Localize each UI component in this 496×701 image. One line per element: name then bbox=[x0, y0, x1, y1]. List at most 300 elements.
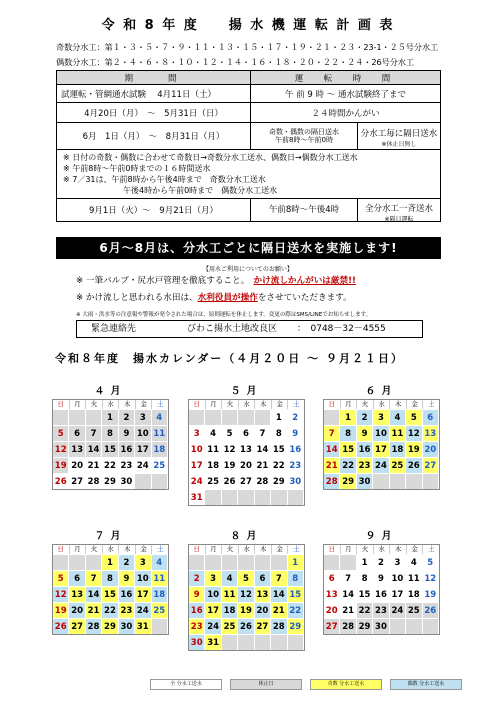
row-period-2: 6月 1日（月） ～ 8月31日（月） bbox=[57, 123, 251, 150]
day-cell: 24 bbox=[135, 602, 151, 618]
day-cell: 4 bbox=[222, 570, 238, 586]
legend-item: 奇数 分水工送水 bbox=[310, 679, 382, 690]
day-cell: 18 bbox=[406, 586, 422, 602]
day-cell: 1 bbox=[340, 409, 356, 425]
day-cell: 8 bbox=[357, 570, 373, 586]
day-cell: 12 bbox=[222, 441, 238, 457]
day-cell: 6 bbox=[324, 570, 340, 586]
weekday-label: 日 bbox=[189, 545, 206, 554]
day-cell: 15 bbox=[340, 441, 356, 457]
day-cell: 29 bbox=[288, 618, 304, 634]
empty-cell bbox=[271, 554, 287, 570]
day-cell: 18 bbox=[152, 441, 168, 457]
month-name: ８月 bbox=[230, 531, 263, 542]
day-cell: 10 bbox=[189, 441, 205, 457]
day-cell: 17 bbox=[373, 441, 389, 457]
empty-cell bbox=[373, 473, 389, 489]
day-cell: 28 bbox=[271, 618, 287, 634]
day-cell: 9 bbox=[357, 425, 373, 441]
month-7 bbox=[52, 530, 169, 635]
day-cell: 29 bbox=[102, 473, 118, 489]
day-cell: 10 bbox=[390, 570, 406, 586]
day-cell: 2 bbox=[189, 570, 205, 586]
weekday-label: 木 bbox=[390, 400, 407, 409]
empty-cell bbox=[205, 489, 221, 505]
day-cell: 23 bbox=[373, 602, 389, 618]
empty-cell bbox=[53, 409, 69, 425]
weekday-label: 日 bbox=[324, 545, 341, 554]
day-cell: 19 bbox=[53, 602, 69, 618]
empty-cell bbox=[288, 634, 304, 650]
row-period-3: 9月1日（火）～ 9月21日（月） bbox=[57, 199, 251, 222]
schedule-table: 期 間 運 転 時 間 試運転・管網通水試験 4月11日（土） 午 前 9 時 ～ 通水試験終了まで 4月20日（月） ～ 5月31日（日） ２４時間かんがい 6月 1日（月） ～ 8月31日（月） 奇数・偶数の隔日送水 午前8時～午前0時 分水工毎に隔日送水 ※休止日無し ※ 日付の奇数・偶数に合わせて奇数日→奇数分水工送水、偶数日→偶数分水工送水 ※ 午前8時～午前0時までの１６時間送水 ※ 7／31は、午前8時から午後4時まで 奇数分水工送水 午後4時から午前0時まで 偶数分水工送水 9月1日（火）～ 9月21日（月） 午前8時～午後4時 全分水工一斉送水 ※隔日運転 bbox=[56, 70, 441, 222]
day-cell: 30 bbox=[189, 634, 205, 650]
day-cell: 31 bbox=[205, 634, 221, 650]
day-cell: 22 bbox=[357, 602, 373, 618]
day-cell: 19 bbox=[238, 602, 254, 618]
day-cell: 30 bbox=[373, 618, 389, 634]
day-cell: 27 bbox=[69, 618, 85, 634]
day-cell: 22 bbox=[340, 457, 356, 473]
day-cell: 17 bbox=[390, 586, 406, 602]
weekday-label: 木 bbox=[255, 400, 272, 409]
weekday-label: 金 bbox=[136, 400, 153, 409]
row-period-1: 4月20日（月） ～ 5月31日（日） bbox=[57, 103, 251, 123]
weekday-label: 火 bbox=[222, 400, 239, 409]
weekday-label: 土 bbox=[293, 400, 300, 408]
day-cell: 9 bbox=[288, 425, 304, 441]
day-cell: 4 bbox=[152, 554, 168, 570]
empty-cell bbox=[340, 554, 356, 570]
empty-cell bbox=[238, 634, 254, 650]
row-time-1: ２４時間かんがい bbox=[251, 103, 441, 123]
weekday-label: 金 bbox=[272, 400, 289, 409]
weekday-label: 月 bbox=[341, 545, 358, 554]
day-cell: 5 bbox=[406, 409, 422, 425]
row-trial-time: 午 前 9 時 ～ 通水試験終了まで bbox=[251, 85, 441, 103]
day-cell: 10 bbox=[205, 586, 221, 602]
empty-cell bbox=[222, 634, 238, 650]
day-cell: 20 bbox=[69, 602, 85, 618]
day-cell: 2 bbox=[373, 554, 389, 570]
day-cell: 30 bbox=[357, 473, 373, 489]
weekday-label: 水 bbox=[239, 545, 256, 554]
day-cell: 25 bbox=[390, 457, 406, 473]
day-cell: 2 bbox=[119, 554, 135, 570]
day-cell: 26 bbox=[53, 473, 69, 489]
weekday-label: 月 bbox=[70, 545, 87, 554]
day-cell: 18 bbox=[205, 457, 221, 473]
weekday-label: 土 bbox=[428, 545, 435, 553]
empty-cell bbox=[238, 409, 254, 425]
day-cell: 28 bbox=[340, 618, 356, 634]
day-cell: 15 bbox=[102, 441, 118, 457]
empty-cell bbox=[135, 473, 151, 489]
legend-item: 休止日 bbox=[230, 679, 302, 690]
day-cell: 1 bbox=[288, 554, 304, 570]
day-cell: 26 bbox=[238, 618, 254, 634]
weekday-label: 火 bbox=[86, 400, 103, 409]
day-cell: 14 bbox=[255, 441, 271, 457]
day-cell: 12 bbox=[53, 441, 69, 457]
day-cell: 21 bbox=[340, 602, 356, 618]
notice-heading: 【用水ご利用についてのお願い】 bbox=[203, 266, 293, 273]
empty-cell bbox=[390, 618, 406, 634]
day-cell: 28 bbox=[86, 473, 102, 489]
empty-cell bbox=[255, 489, 271, 505]
weekday-label: 月 bbox=[341, 400, 358, 409]
empty-cell bbox=[423, 618, 439, 634]
day-cell: 30 bbox=[119, 618, 135, 634]
day-cell: 25 bbox=[152, 457, 168, 473]
day-cell: 1 bbox=[102, 554, 118, 570]
day-cell: 4 bbox=[152, 409, 168, 425]
day-cell: 11 bbox=[152, 570, 168, 586]
day-cell: 11 bbox=[152, 425, 168, 441]
day-cell: 13 bbox=[255, 586, 271, 602]
day-cell: 18 bbox=[222, 602, 238, 618]
day-cell: 21 bbox=[86, 457, 102, 473]
day-cell: 30 bbox=[288, 473, 304, 489]
day-cell: 18 bbox=[390, 441, 406, 457]
day-cell: 2 bbox=[288, 409, 304, 425]
weekday-label: 金 bbox=[407, 545, 424, 554]
day-cell: 8 bbox=[102, 425, 118, 441]
legend-item: 偶数 分水工送水 bbox=[390, 679, 462, 690]
day-cell: 14 bbox=[86, 586, 102, 602]
day-cell: 29 bbox=[271, 473, 287, 489]
day-cell: 8 bbox=[340, 425, 356, 441]
day-cell: 21 bbox=[86, 602, 102, 618]
day-cell: 25 bbox=[406, 602, 422, 618]
weekday-label: 日 bbox=[53, 400, 70, 409]
legend-item: 全 分水工送水 bbox=[150, 679, 222, 690]
day-cell: 20 bbox=[423, 441, 439, 457]
notice-fineprint: ※ 大雨・洪水等の注意報や警報が発令された場合は、原則運転を休止します。変更の際はSMS/LINEでお知らせします。 bbox=[76, 312, 372, 318]
day-cell: 28 bbox=[86, 618, 102, 634]
day-cell: 23 bbox=[119, 602, 135, 618]
day-cell: 8 bbox=[288, 570, 304, 586]
empty-cell bbox=[86, 409, 102, 425]
day-cell: 29 bbox=[340, 473, 356, 489]
day-cell: 1 bbox=[357, 554, 373, 570]
empty-cell bbox=[86, 554, 102, 570]
day-cell: 19 bbox=[406, 441, 422, 457]
day-cell: 27 bbox=[423, 457, 439, 473]
day-cell: 9 bbox=[119, 570, 135, 586]
day-cell: 20 bbox=[238, 457, 254, 473]
day-cell: 23 bbox=[288, 457, 304, 473]
day-cell: 31 bbox=[189, 489, 205, 505]
day-cell: 16 bbox=[373, 586, 389, 602]
day-cell: 14 bbox=[86, 441, 102, 457]
empty-cell bbox=[406, 473, 422, 489]
day-cell: 4 bbox=[390, 409, 406, 425]
day-cell: 20 bbox=[69, 457, 85, 473]
month-name: ７月 bbox=[94, 531, 127, 542]
emergency-contact: 緊急連絡先 びわこ揚水土地改良区 ： 0748－32－4555 bbox=[76, 320, 423, 338]
day-cell: 3 bbox=[373, 409, 389, 425]
day-cell: 3 bbox=[135, 409, 151, 425]
day-cell: 26 bbox=[406, 457, 422, 473]
day-cell: 15 bbox=[288, 586, 304, 602]
month-5 bbox=[188, 385, 305, 506]
day-cell: 10 bbox=[135, 425, 151, 441]
day-cell: 27 bbox=[69, 473, 85, 489]
day-cell: 11 bbox=[390, 425, 406, 441]
day-cell: 9 bbox=[119, 425, 135, 441]
empty-cell bbox=[288, 489, 304, 505]
day-cell: 10 bbox=[373, 425, 389, 441]
weekday-label: 金 bbox=[407, 400, 424, 409]
empty-cell bbox=[189, 409, 205, 425]
month-name: ５月 bbox=[230, 386, 263, 397]
day-cell: 13 bbox=[238, 441, 254, 457]
day-cell: 21 bbox=[271, 602, 287, 618]
day-cell: 7 bbox=[340, 570, 356, 586]
day-cell: 19 bbox=[222, 457, 238, 473]
odd-zones: 奇数分水工：第１・３・５・７・９・１１・１３・１５・１７・１９・２１・２３・23-1・２５号分水工 bbox=[56, 42, 439, 52]
day-cell: 12 bbox=[406, 425, 422, 441]
day-cell: 13 bbox=[69, 441, 85, 457]
day-cell: 14 bbox=[324, 441, 340, 457]
weekday-label: 木 bbox=[119, 400, 136, 409]
day-cell: 15 bbox=[357, 586, 373, 602]
empty-cell bbox=[152, 618, 168, 634]
month-8 bbox=[188, 530, 305, 651]
day-cell: 12 bbox=[238, 586, 254, 602]
day-cell: 3 bbox=[189, 425, 205, 441]
empty-cell bbox=[390, 473, 406, 489]
day-cell: 22 bbox=[102, 602, 118, 618]
day-cell: 5 bbox=[423, 554, 439, 570]
even-zones: 偶数分水工：第２・４・６・８・１０・１２・１４・１６・１８・２０・２２・２４・26号分水工 bbox=[56, 57, 414, 67]
day-cell: 26 bbox=[53, 618, 69, 634]
weekday-label: 水 bbox=[103, 400, 120, 409]
empty-cell bbox=[222, 489, 238, 505]
day-cell: 4 bbox=[406, 554, 422, 570]
empty-cell bbox=[152, 473, 168, 489]
month-4 bbox=[52, 385, 169, 490]
month-name: ９月 bbox=[365, 531, 398, 542]
day-cell: 5 bbox=[238, 570, 254, 586]
day-cell: 2 bbox=[357, 409, 373, 425]
day-cell: 25 bbox=[152, 602, 168, 618]
empty-cell bbox=[324, 409, 340, 425]
day-cell: 26 bbox=[222, 473, 238, 489]
weekday-label: 水 bbox=[374, 545, 391, 554]
weekday-label: 火 bbox=[222, 545, 239, 554]
day-cell: 5 bbox=[222, 425, 238, 441]
day-cell: 16 bbox=[288, 441, 304, 457]
day-cell: 31 bbox=[135, 618, 151, 634]
empty-cell bbox=[53, 554, 69, 570]
day-cell: 5 bbox=[53, 425, 69, 441]
schedule-notes: ※ 日付の奇数・偶数に合わせて奇数日→奇数分水工送水、偶数日→偶数分水工送水 ※ 午前8時～午前0時までの１６時間送水 ※ 7／31は、午前8時から午後4時まで 奇数分水工送水 午後4時から午前0時まで 偶数分水工送水 bbox=[57, 150, 441, 199]
day-cell: 16 bbox=[119, 586, 135, 602]
month-name: ４月 bbox=[94, 386, 127, 397]
day-cell: 12 bbox=[53, 586, 69, 602]
header-time: 運 転 時 間 bbox=[251, 71, 441, 85]
day-cell: 22 bbox=[288, 602, 304, 618]
day-cell: 7 bbox=[86, 425, 102, 441]
weekday-label: 木 bbox=[119, 545, 136, 554]
empty-cell bbox=[238, 554, 254, 570]
day-cell: 16 bbox=[119, 441, 135, 457]
day-cell: 6 bbox=[238, 425, 254, 441]
day-cell: 24 bbox=[373, 457, 389, 473]
day-cell: 24 bbox=[189, 473, 205, 489]
weekday-label: 日 bbox=[324, 400, 341, 409]
notice-line-2: ※ かけ流しと思われる水田は、水利役員が操作をさせていただきます。 bbox=[76, 293, 352, 303]
day-cell: 7 bbox=[255, 425, 271, 441]
weekday-label: 水 bbox=[374, 400, 391, 409]
weekday-label: 火 bbox=[357, 400, 374, 409]
empty-cell bbox=[255, 409, 271, 425]
day-cell: 9 bbox=[189, 586, 205, 602]
day-cell: 22 bbox=[102, 457, 118, 473]
day-cell: 25 bbox=[222, 618, 238, 634]
day-cell: 14 bbox=[271, 586, 287, 602]
day-cell: 15 bbox=[102, 586, 118, 602]
weekday-label: 金 bbox=[272, 545, 289, 554]
day-cell: 7 bbox=[271, 570, 287, 586]
day-cell: 10 bbox=[135, 570, 151, 586]
weekday-label: 月 bbox=[206, 400, 223, 409]
day-cell: 14 bbox=[340, 586, 356, 602]
month-9 bbox=[323, 530, 440, 635]
day-cell: 12 bbox=[423, 570, 439, 586]
day-cell: 13 bbox=[324, 586, 340, 602]
weekday-label: 日 bbox=[53, 545, 70, 554]
day-cell: 13 bbox=[423, 425, 439, 441]
day-cell: 18 bbox=[152, 586, 168, 602]
empty-cell bbox=[255, 634, 271, 650]
weekday-label: 木 bbox=[390, 545, 407, 554]
day-cell: 5 bbox=[53, 570, 69, 586]
weekday-label: 火 bbox=[86, 545, 103, 554]
day-cell: 28 bbox=[324, 473, 340, 489]
day-cell: 23 bbox=[189, 618, 205, 634]
empty-cell bbox=[189, 554, 205, 570]
weekday-label: 土 bbox=[293, 545, 300, 553]
day-cell: 24 bbox=[390, 602, 406, 618]
day-cell: 16 bbox=[357, 441, 373, 457]
day-cell: 7 bbox=[324, 425, 340, 441]
empty-cell bbox=[324, 554, 340, 570]
day-cell: 16 bbox=[189, 602, 205, 618]
empty-cell bbox=[205, 409, 221, 425]
day-cell: 17 bbox=[135, 586, 151, 602]
day-cell: 17 bbox=[205, 602, 221, 618]
month-name: ６月 bbox=[365, 386, 398, 397]
empty-cell bbox=[406, 618, 422, 634]
day-cell: 3 bbox=[390, 554, 406, 570]
weekday-label: 日 bbox=[189, 400, 206, 409]
day-cell: 13 bbox=[69, 586, 85, 602]
day-cell: 6 bbox=[69, 570, 85, 586]
day-cell: 2 bbox=[119, 409, 135, 425]
empty-cell bbox=[222, 554, 238, 570]
day-cell: 29 bbox=[102, 618, 118, 634]
day-cell: 27 bbox=[255, 618, 271, 634]
day-cell: 20 bbox=[324, 602, 340, 618]
empty-cell bbox=[222, 409, 238, 425]
day-cell: 24 bbox=[135, 457, 151, 473]
empty-cell bbox=[238, 489, 254, 505]
day-cell: 11 bbox=[406, 570, 422, 586]
day-cell: 27 bbox=[238, 473, 254, 489]
day-cell: 19 bbox=[53, 457, 69, 473]
weekday-label: 水 bbox=[103, 545, 120, 554]
weekday-label: 月 bbox=[206, 545, 223, 554]
day-cell: 6 bbox=[423, 409, 439, 425]
day-cell: 1 bbox=[271, 409, 287, 425]
day-cell: 6 bbox=[69, 425, 85, 441]
weekday-label: 土 bbox=[428, 400, 435, 408]
day-cell: 8 bbox=[102, 570, 118, 586]
day-cell: 8 bbox=[271, 425, 287, 441]
day-cell: 1 bbox=[102, 409, 118, 425]
empty-cell bbox=[69, 554, 85, 570]
day-cell: 3 bbox=[205, 570, 221, 586]
weekday-label: 木 bbox=[255, 545, 272, 554]
day-cell: 21 bbox=[255, 457, 271, 473]
day-cell: 24 bbox=[205, 618, 221, 634]
day-cell: 23 bbox=[357, 457, 373, 473]
day-cell: 11 bbox=[205, 441, 221, 457]
day-cell: 25 bbox=[205, 473, 221, 489]
day-cell: 6 bbox=[255, 570, 271, 586]
weekday-label: 月 bbox=[70, 400, 87, 409]
empty-cell bbox=[255, 554, 271, 570]
day-cell: 4 bbox=[205, 425, 221, 441]
day-cell: 23 bbox=[119, 457, 135, 473]
empty-cell bbox=[205, 554, 221, 570]
month-6 bbox=[323, 385, 440, 490]
empty-cell bbox=[271, 489, 287, 505]
empty-cell bbox=[271, 634, 287, 650]
day-cell: 21 bbox=[324, 457, 340, 473]
day-cell: 17 bbox=[189, 457, 205, 473]
weekday-label: 火 bbox=[357, 545, 374, 554]
day-cell: 29 bbox=[357, 618, 373, 634]
row-trial: 試運転・管網通水試験 4月11日（土） bbox=[57, 85, 251, 103]
weekday-label: 土 bbox=[157, 545, 164, 553]
calendar-title: 令和８年度 揚水カレンダー（４月２０日 ～ ９月２１日） bbox=[55, 352, 404, 365]
day-cell: 17 bbox=[135, 441, 151, 457]
empty-cell bbox=[423, 473, 439, 489]
notice-line-1: ※ 一筆バルブ・尻水戸管理を徹底すること。 かけ流しかんがいは厳禁!! bbox=[76, 276, 356, 286]
day-cell: 11 bbox=[222, 586, 238, 602]
alert-banner: 6月～8月は、分水工ごとに隔日送水を実施します! bbox=[56, 237, 441, 259]
day-cell: 27 bbox=[324, 618, 340, 634]
weekday-label: 水 bbox=[239, 400, 256, 409]
empty-cell bbox=[69, 409, 85, 425]
day-cell: 30 bbox=[119, 473, 135, 489]
day-cell: 3 bbox=[135, 554, 151, 570]
day-cell: 26 bbox=[423, 602, 439, 618]
day-cell: 15 bbox=[271, 441, 287, 457]
day-cell: 22 bbox=[271, 457, 287, 473]
header-period: 期 間 bbox=[57, 71, 251, 85]
day-cell: 7 bbox=[86, 570, 102, 586]
day-cell: 19 bbox=[423, 586, 439, 602]
day-cell: 9 bbox=[373, 570, 389, 586]
day-cell: 28 bbox=[255, 473, 271, 489]
weekday-label: 土 bbox=[157, 400, 164, 408]
page-title: 令 和 8 年 度 揚 水 機 運 転 計 画 表 bbox=[101, 18, 395, 33]
